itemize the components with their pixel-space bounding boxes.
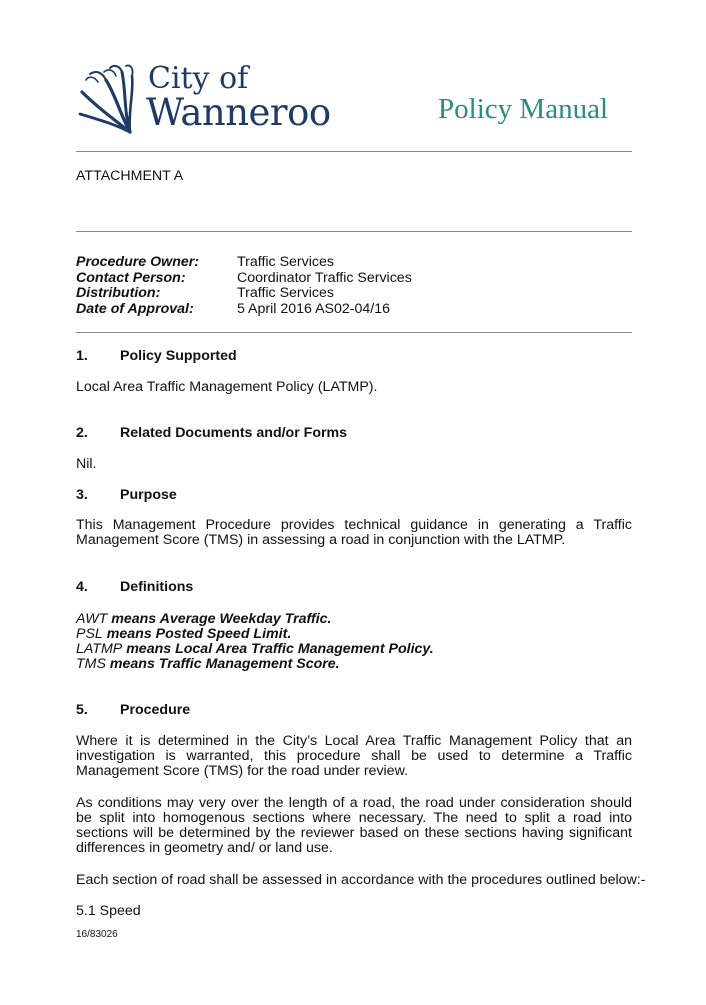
- section-heading: [76, 487, 177, 503]
- logo-wanneroo: Wanneroo: [146, 91, 331, 134]
- definition-item: [76, 612, 434, 627]
- definition-item: [76, 657, 434, 672]
- page-title: Policy Manual: [438, 93, 608, 125]
- section-body: Local Area Traffic Management Policy (LATMP).: [76, 379, 378, 395]
- definition-term: TMS: [76, 656, 106, 672]
- section-title: Definitions: [120, 579, 194, 595]
- meta-label: Contact Person:: [76, 269, 186, 286]
- logo-city-of: City of: [148, 61, 249, 96]
- section-heading: [76, 579, 194, 595]
- section-title: Related Documents and/or Forms: [120, 425, 348, 441]
- section-heading: [76, 425, 348, 441]
- divider: [76, 332, 632, 333]
- subsection-heading: 5.1 Speed: [76, 903, 141, 919]
- section-body: Where it is determined in the City’s Local Area Traffic Management Policy that an investigation is warranted, this procedure shall be used to determine a Traffic Management Score (TMS) for the road under review.: [76, 733, 632, 779]
- definition-term: LATMP: [76, 641, 123, 657]
- section-body: This Management Procedure provides technical guidance in generating a Traffic Management Score (TMS) in assessing a road in conjunction with the LATMP.: [76, 517, 632, 548]
- definition-meaning: means Local Area Traffic Management Policy.: [122, 641, 434, 657]
- definition-term: PSL: [76, 626, 103, 642]
- meta-value: Coordinator Traffic Services: [237, 269, 412, 286]
- section-body: Nil.: [76, 456, 97, 472]
- section-body: Each section of road shall be assessed in accordance with the procedures outlined below:-: [76, 872, 646, 888]
- section-body: As conditions may very over the length of a road, the road under consideration should be split into homogenous sections where necessary. The need to split a road into sections will be determined by the reviewer based on these sections having significant differences in geometry and/ or land use.: [76, 795, 632, 856]
- definition-meaning: means Traffic Management Score.: [105, 656, 340, 672]
- meta-label: Date of Approval:: [76, 300, 194, 317]
- section-number: 4.: [76, 579, 88, 595]
- reeds-emblem-icon: [76, 62, 138, 134]
- definitions-list: [76, 612, 434, 672]
- section-heading: [76, 348, 237, 364]
- definition-item: [76, 627, 434, 642]
- definition-meaning: means Average Weekday Traffic.: [107, 611, 332, 627]
- meta-value: Traffic Services: [237, 254, 334, 270]
- definition-item: [76, 642, 434, 657]
- section-title: Procedure: [120, 702, 191, 718]
- meta-label: Procedure Owner:: [76, 254, 199, 270]
- meta-value: Traffic Services: [237, 285, 334, 301]
- meta-label: Distribution:: [76, 285, 161, 301]
- section-number: 5.: [76, 702, 88, 718]
- section-title: Purpose: [120, 487, 177, 503]
- logo: [76, 61, 331, 134]
- divider: [76, 151, 632, 152]
- document-reference: 16/83026: [76, 929, 118, 940]
- attachment-label: ATTACHMENT A: [76, 168, 184, 184]
- definition-meaning: means Posted Speed Limit.: [102, 626, 292, 642]
- section-title: Policy Supported: [120, 348, 237, 364]
- divider: [76, 231, 632, 232]
- definition-term: AWT: [76, 611, 108, 627]
- section-heading: [76, 702, 191, 718]
- meta-value: 5 April 2016 AS02-04/16: [237, 300, 391, 317]
- section-number: 3.: [76, 487, 88, 503]
- section-number: 1.: [76, 348, 88, 364]
- section-number: 2.: [76, 425, 88, 441]
